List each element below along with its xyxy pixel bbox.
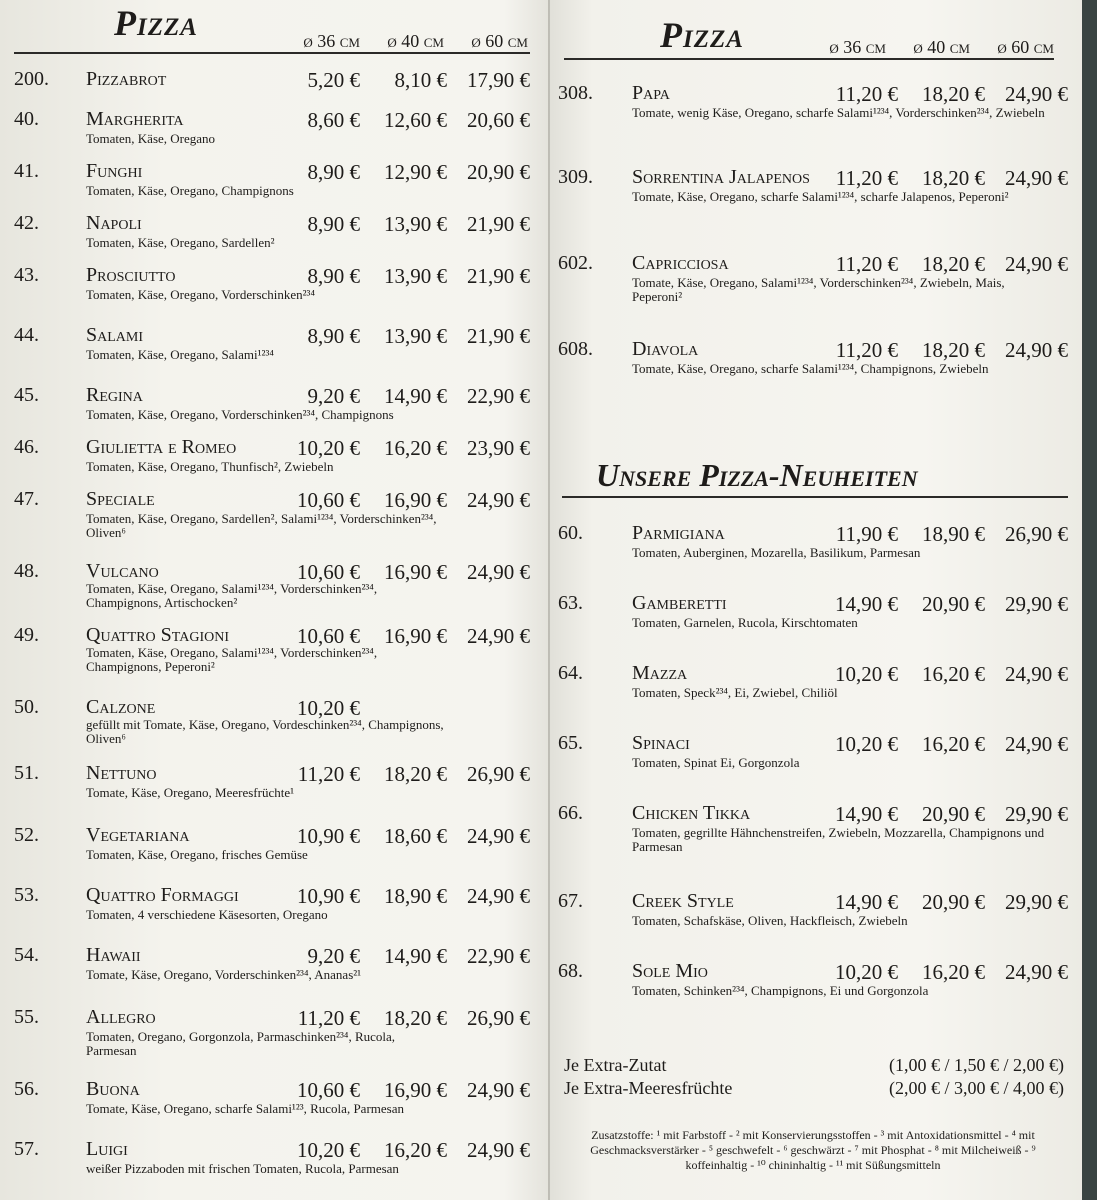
item-description: Tomaten, Käse, Oregano — [86, 131, 216, 146]
price-large: 24,90 € — [467, 884, 530, 908]
item-description: Tomate, wenig Käse, Oregano, scharfe Salami¹²³⁴, Vorderschinken²³⁴, Zwiebeln — [632, 105, 1045, 120]
menu-item — [558, 732, 1082, 792]
price-small: 10,20 € — [835, 960, 898, 984]
price-large: 24,90 € — [1005, 166, 1068, 190]
price-small: 14,90 € — [835, 802, 898, 826]
item-prices — [290, 212, 530, 237]
menu-item — [14, 488, 530, 548]
item-prices — [828, 338, 1068, 363]
item-number: 54. — [14, 944, 39, 966]
menu-item — [558, 338, 1082, 398]
price-medium: 18,20 € — [384, 1006, 447, 1030]
item-number: 308. — [558, 82, 593, 104]
item-name: Mazza — [632, 662, 688, 684]
menu-item — [558, 592, 1082, 652]
extras-list — [564, 1054, 1064, 1100]
menu-item — [558, 166, 1082, 226]
item-prices — [828, 802, 1068, 827]
price-small: 10,20 € — [297, 1138, 360, 1162]
item-description: Tomate, Käse, Oregano, Salami¹²³⁴, Vorderschinken²³⁴, Zwiebeln, Mais, Peperoni² — [632, 275, 1005, 304]
item-prices — [290, 1078, 530, 1103]
price-medium: 20,90 € — [922, 592, 985, 616]
price-small: 9,20 € — [307, 384, 360, 408]
item-name: Luigi — [86, 1138, 128, 1160]
price-medium: 18,60 € — [384, 824, 447, 848]
size-columns — [808, 37, 1054, 58]
price-small: 11,20 € — [835, 166, 898, 190]
item-name: Spinaci — [632, 732, 690, 754]
price-large: 24,90 € — [467, 824, 530, 848]
price-large: 20,90 € — [467, 160, 530, 184]
item-description: Tomaten, Spinat Ei, Gorgonzola — [632, 755, 800, 770]
price-large: 20,60 € — [467, 108, 530, 132]
item-prices — [828, 890, 1068, 915]
item-description: Tomate, Käse, Oregano, Meeresfrüchte¹ — [86, 785, 295, 800]
price-small: 10,90 € — [297, 824, 360, 848]
item-description: Tomate, Käse, Oregano, scharfe Salami¹²³⁴, Champignons, Zwiebeln — [632, 361, 989, 376]
item-prices — [828, 662, 1068, 687]
item-name: Diavola — [632, 338, 699, 360]
price-small: 9,20 € — [307, 944, 360, 968]
item-number: 56. — [14, 1078, 39, 1100]
price-small: 10,60 € — [297, 624, 360, 648]
price-medium: 14,90 € — [384, 944, 447, 968]
item-description: Tomate, Käse, Oregano, scharfe Salami¹²³⁴, scharfe Jalapenos, Peperoni² — [632, 189, 1009, 204]
item-description: weißer Pizzaboden mit frischen Tomaten, Rucola, Parmesan — [86, 1161, 399, 1176]
extra-label: Je Extra-Zutat — [564, 1055, 667, 1075]
item-description: Tomaten, Käse, Oregano, Sardellen² — [86, 235, 275, 250]
item-prices — [828, 960, 1068, 985]
item-prices — [828, 522, 1068, 547]
additives-note: Zusatzstoffe: ¹ mit Farbstoff - ² mit Konservierungsstoffen - ³ mit Antoxidationsmittel - ⁴ mit Geschmacksverstärker - ⁵ geschwefelt - ⁶ geschwärzt - ⁷ mit Phosphat - ⁸ mit Milcheiweiß - ⁹ koffeinhaltig - ¹⁰ chininhaltig - ¹¹ mit Süßungsmitteln — [590, 1128, 1036, 1172]
price-medium: 12,90 € — [384, 160, 447, 184]
item-description: Tomaten, Käse, Oregano, Champignons — [86, 183, 294, 198]
item-name: Margherita — [86, 108, 184, 130]
item-name: Quattro Stagioni — [86, 624, 229, 646]
menu-item — [14, 560, 530, 620]
price-large: 24,90 € — [467, 488, 530, 512]
item-name: Chicken Tikka — [632, 802, 751, 824]
item-number: 67. — [558, 890, 583, 912]
extra-value: (2,00 € / 3,00 € / 4,00 €) — [889, 1078, 1064, 1098]
item-name: Capricciosa — [632, 252, 729, 274]
item-description: Tomaten, Käse, Oregano, frisches Gemüse — [86, 847, 308, 862]
price-medium: 16,20 € — [384, 436, 447, 460]
menu-item — [558, 522, 1082, 582]
price-large: 24,90 € — [1005, 252, 1068, 276]
item-description: Tomaten, Oregano, Gorgonzola, Parmaschinken²³⁴, Rucola, Parmesan — [86, 1029, 396, 1058]
price-medium: 16,90 € — [384, 560, 447, 584]
item-prices — [290, 762, 530, 787]
price-large: 29,90 € — [1005, 890, 1068, 914]
item-name: Papa — [632, 82, 670, 104]
price-small: 8,90 € — [307, 160, 360, 184]
price-medium: 18,20 € — [384, 762, 447, 786]
price-medium: 16,20 € — [922, 732, 985, 756]
price-medium: 16,90 € — [384, 1078, 447, 1102]
size-label: ø 60 cm — [471, 31, 528, 51]
price-small: 8,90 € — [307, 264, 360, 288]
item-prices — [290, 884, 530, 909]
menu-item — [14, 212, 530, 272]
menu-item — [14, 108, 530, 168]
price-medium: 18,20 € — [922, 82, 985, 106]
price-medium: 18,20 € — [922, 166, 985, 190]
item-description: Tomaten, Schafskäse, Oliven, Hackfleisch, Zwiebeln — [632, 913, 908, 928]
price-small: 10,20 € — [297, 696, 360, 720]
item-description: Tomaten, Käse, Oregano, Salami¹²³⁴, Vorderschinken²³⁴, Champignons, Artischocken² — [86, 581, 378, 610]
item-number: 309. — [558, 166, 593, 188]
item-name: Napoli — [86, 212, 142, 234]
item-prices — [828, 166, 1068, 191]
item-prices — [290, 68, 530, 93]
price-small: 11,20 € — [835, 82, 898, 106]
table-edge — [1082, 0, 1097, 1200]
size-label: ø 60 cm — [997, 37, 1054, 57]
item-prices — [290, 624, 530, 649]
menu-item — [558, 82, 1082, 142]
item-number: 68. — [558, 960, 583, 982]
item-prices — [290, 560, 530, 585]
item-number: 40. — [14, 108, 39, 130]
price-small: 11,20 € — [835, 252, 898, 276]
page-title: Pizza — [660, 15, 744, 55]
item-prices — [290, 944, 530, 969]
price-small: 11,20 € — [297, 762, 360, 786]
item-number: 65. — [558, 732, 583, 754]
left-header — [14, 0, 530, 54]
price-medium: 16,90 € — [384, 488, 447, 512]
item-prices — [290, 436, 530, 461]
price-medium: 16,20 € — [922, 662, 985, 686]
price-large: 26,90 € — [1005, 522, 1068, 546]
extra-label: Je Extra-Meeresfrüchte — [564, 1078, 733, 1098]
price-small: 5,20 € — [307, 68, 360, 92]
price-small: 11,90 € — [835, 522, 898, 546]
item-number: 52. — [14, 824, 39, 846]
menu-item — [558, 252, 1082, 312]
item-number: 41. — [14, 160, 39, 182]
item-prices — [290, 696, 530, 721]
price-medium: 18,90 € — [384, 884, 447, 908]
item-prices — [290, 488, 530, 513]
item-prices — [290, 384, 530, 409]
menu-item — [14, 696, 530, 756]
price-large: 26,90 € — [467, 1006, 530, 1030]
extra-row — [564, 1054, 1064, 1077]
item-number: 602. — [558, 252, 593, 274]
item-number: 42. — [14, 212, 39, 234]
item-number: 51. — [14, 762, 39, 784]
item-number: 45. — [14, 384, 39, 406]
price-large: 24,90 € — [1005, 82, 1068, 106]
price-large: 24,90 € — [1005, 338, 1068, 362]
item-number: 50. — [14, 696, 39, 718]
item-number: 43. — [14, 264, 39, 286]
price-medium: 13,90 € — [384, 324, 447, 348]
item-name: Buona — [86, 1078, 140, 1100]
price-medium: 12,60 € — [384, 108, 447, 132]
menu-item — [558, 890, 1082, 950]
price-small: 10,20 € — [835, 732, 898, 756]
price-large: 29,90 € — [1005, 592, 1068, 616]
item-description: Tomaten, Käse, Oregano, Sardellen², Salami¹²³⁴, Vorderschinken²³⁴, Oliven⁶ — [86, 511, 437, 540]
size-label: ø 36 cm — [829, 37, 886, 57]
price-small: 10,60 € — [297, 560, 360, 584]
new-section-header — [562, 458, 1068, 498]
price-large: 29,90 € — [1005, 802, 1068, 826]
price-small: 8,90 € — [307, 324, 360, 348]
menu-item — [558, 960, 1082, 1020]
item-name: Sorrentina Jalapenos — [632, 166, 810, 188]
price-large: 17,90 € — [467, 68, 530, 92]
item-prices — [828, 732, 1068, 757]
new-section-title: Unsere Pizza-Neuheiten — [596, 457, 918, 493]
item-number: 55. — [14, 1006, 39, 1028]
price-large: 21,90 € — [467, 264, 530, 288]
menu-item — [14, 624, 530, 684]
price-small: 10,60 € — [297, 1078, 360, 1102]
price-medium: 18,90 € — [922, 522, 985, 546]
price-medium: 18,20 € — [922, 338, 985, 362]
price-medium: 16,20 € — [384, 1138, 447, 1162]
item-description: Tomaten, Käse, Oregano, Vorderschinken²³⁴ — [86, 287, 315, 302]
price-medium: 16,90 € — [384, 624, 447, 648]
item-description: gefüllt mit Tomate, Käse, Oregano, Vordeschinken²³⁴, Champignons, Oliven⁶ — [86, 717, 444, 746]
price-medium: 20,90 € — [922, 802, 985, 826]
price-medium: 13,90 € — [384, 212, 447, 236]
item-name: Nettuno — [86, 762, 157, 784]
right-header — [564, 0, 1054, 60]
item-prices — [290, 264, 530, 289]
price-small: 14,90 € — [835, 592, 898, 616]
menu-item — [14, 324, 530, 384]
item-number: 44. — [14, 324, 39, 346]
item-prices — [828, 82, 1068, 107]
item-number: 60. — [558, 522, 583, 544]
item-number: 53. — [14, 884, 39, 906]
item-prices — [290, 1006, 530, 1031]
item-name: Vulcano — [86, 560, 159, 582]
item-prices — [290, 1138, 530, 1163]
menu-item — [14, 160, 530, 220]
item-name: Regina — [86, 384, 143, 406]
menu-item — [14, 1138, 530, 1198]
item-name: Allegro — [86, 1006, 156, 1028]
menu-item — [14, 884, 530, 944]
price-small: 14,90 € — [835, 890, 898, 914]
price-large: 24,90 € — [467, 624, 530, 648]
item-number: 200. — [14, 68, 49, 90]
menu-item — [14, 762, 530, 822]
price-large: 22,90 € — [467, 944, 530, 968]
item-description: Tomaten, gegrillte Hähnchenstreifen, Zwiebeln, Mozzarella, Champignons und Parmesan — [632, 825, 1045, 854]
price-medium: 18,20 € — [922, 252, 985, 276]
item-name: Sole Mio — [632, 960, 708, 982]
item-number: 608. — [558, 338, 593, 360]
item-number: 57. — [14, 1138, 39, 1160]
item-name: Funghi — [86, 160, 143, 182]
price-medium: 16,20 € — [922, 960, 985, 984]
price-small: 11,20 € — [835, 338, 898, 362]
price-small: 8,60 € — [307, 108, 360, 132]
price-medium: 20,90 € — [922, 890, 985, 914]
extra-row — [564, 1077, 1064, 1100]
page-title: Pizza — [114, 3, 198, 43]
item-name: Quattro Formaggi — [86, 884, 239, 906]
price-small: 10,20 € — [835, 662, 898, 686]
item-name: Calzone — [86, 696, 156, 718]
menu-item — [558, 662, 1082, 722]
item-name: Giulietta e Romeo — [86, 436, 237, 458]
price-large: 24,90 € — [1005, 960, 1068, 984]
menu-item — [14, 824, 530, 884]
item-prices — [290, 324, 530, 349]
menu-item — [14, 1006, 530, 1066]
size-columns — [282, 31, 528, 52]
price-small: 10,60 € — [297, 488, 360, 512]
item-description: Tomaten, Garnelen, Rucola, Kirschtomaten — [632, 615, 858, 630]
item-description: Tomaten, Speck²³⁴, Ei, Zwiebel, Chiliöl — [632, 685, 838, 700]
size-label: ø 40 cm — [387, 31, 444, 51]
price-large: 21,90 € — [467, 324, 530, 348]
item-name: Creek Style — [632, 890, 734, 912]
price-large: 24,90 € — [467, 1138, 530, 1162]
menu-item — [14, 436, 530, 496]
item-name: Prosciutto — [86, 264, 176, 286]
item-prices — [290, 108, 530, 133]
item-name: Vegetariana — [86, 824, 190, 846]
price-medium: 13,90 € — [384, 264, 447, 288]
item-number: 63. — [558, 592, 583, 614]
item-number: 64. — [558, 662, 583, 684]
price-small: 11,20 € — [297, 1006, 360, 1030]
item-description: Tomate, Käse, Oregano, scharfe Salami¹²³, Rucola, Parmesan — [86, 1101, 404, 1116]
price-large: 26,90 € — [467, 762, 530, 786]
price-medium — [360, 696, 447, 721]
price-large: 24,90 € — [467, 560, 530, 584]
item-description: Tomate, Käse, Oregano, Vorderschinken²³⁴, Ananas²¹ — [86, 967, 362, 982]
menu-page-left — [0, 0, 548, 1200]
price-small: 10,20 € — [297, 436, 360, 460]
price-large — [447, 696, 530, 721]
item-name: Gamberetti — [632, 592, 727, 614]
item-description: Tomaten, Käse, Oregano, Vorderschinken²³⁴, Champignons — [86, 407, 394, 422]
item-prices — [290, 824, 530, 849]
menu-item — [14, 384, 530, 444]
extra-value: (1,00 € / 1,50 € / 2,00 €) — [889, 1055, 1064, 1075]
price-large: 21,90 € — [467, 212, 530, 236]
item-number: 46. — [14, 436, 39, 458]
item-name: Parmigiana — [632, 522, 725, 544]
price-small: 8,90 € — [307, 212, 360, 236]
item-description: Tomaten, Käse, Oregano, Salami¹²³⁴ — [86, 347, 274, 362]
size-label: ø 36 cm — [303, 31, 360, 51]
menu-item — [14, 1078, 530, 1138]
price-medium: 8,10 € — [394, 68, 447, 92]
item-number: 49. — [14, 624, 39, 646]
price-large: 22,90 € — [467, 384, 530, 408]
menu-item — [14, 264, 530, 324]
item-name: Pizzabrot — [86, 68, 167, 90]
menu-item — [558, 802, 1082, 862]
item-number: 66. — [558, 802, 583, 824]
item-prices — [828, 252, 1068, 277]
price-small: 10,90 € — [297, 884, 360, 908]
item-description: Tomaten, 4 verschiedene Käsesorten, Oregano — [86, 907, 328, 922]
item-description: Tomaten, Käse, Oregano, Thunfisch², Zwiebeln — [86, 459, 334, 474]
price-large: 24,90 € — [467, 1078, 530, 1102]
size-label: ø 40 cm — [913, 37, 970, 57]
menu-item — [14, 944, 530, 1004]
item-description: Tomaten, Auberginen, Mozarella, Basilikum, Parmesan — [632, 545, 921, 560]
price-large: 24,90 € — [1005, 732, 1068, 756]
item-number: 48. — [14, 560, 39, 582]
item-name: Salami — [86, 324, 144, 346]
price-large: 23,90 € — [467, 436, 530, 460]
item-description: Tomaten, Käse, Oregano, Salami¹²³⁴, Vorderschinken²³⁴, Champignons, Peperoni² — [86, 645, 378, 674]
item-prices — [828, 592, 1068, 617]
menu-page-right — [550, 0, 1082, 1200]
item-name: Hawaii — [86, 944, 141, 966]
item-name: Speciale — [86, 488, 155, 510]
item-prices — [290, 160, 530, 185]
item-number: 47. — [14, 488, 39, 510]
price-large: 24,90 € — [1005, 662, 1068, 686]
item-description: Tomaten, Schinken²³⁴, Champignons, Ei und Gorgonzola — [632, 983, 929, 998]
price-medium: 14,90 € — [384, 384, 447, 408]
